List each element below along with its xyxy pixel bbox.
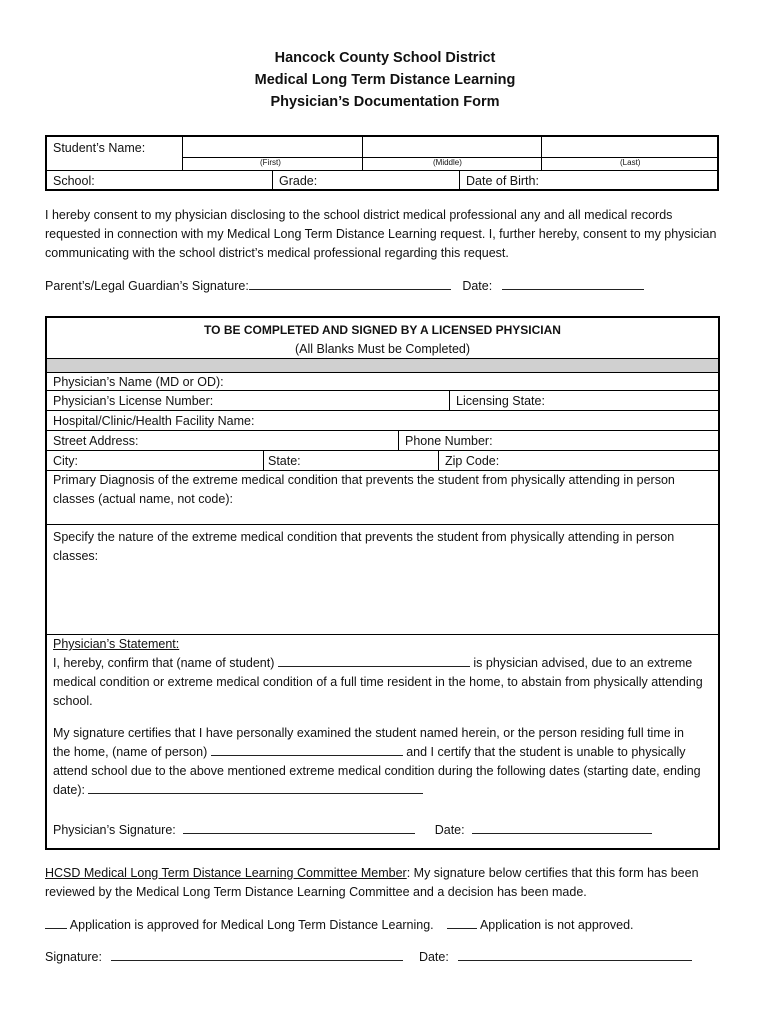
middle-name-field[interactable] [364,138,539,156]
zip-code-field[interactable] [512,452,712,468]
phone-number-field[interactable] [507,432,712,448]
physician-name-field[interactable] [247,374,712,389]
nature-label: Specify the nature of the extreme medical condition that prevents the student from physically attending in person classes: [53,530,675,563]
state-field[interactable] [312,452,432,468]
certify-part2: and I certify that the student is unable to physically attend school due to the above mentioned extreme medical condition during the following dates (starting date, ending date): [53,745,701,797]
committee-signature-field[interactable] [111,948,403,961]
physician-date-field[interactable] [472,821,652,834]
committee-heading: HCSD Medical Long Term Distance Learning Committee Member [45,866,407,880]
guardian-signature-field[interactable] [249,277,451,290]
committee-date-field[interactable] [458,948,692,961]
statement-part2: is physician advised, due to an extreme medical condition or extreme medical condition of a full time resident in the home, to abstain from physically attending school. [53,656,703,708]
diagnosis-field[interactable] [51,508,713,522]
school-field[interactable] [107,172,267,189]
school-label: School: [53,174,95,188]
physician-signature-row [53,821,652,837]
physician-date-label: Date: [434,823,465,837]
nature-field[interactable] [51,568,713,630]
guardian-signature-row [45,277,644,293]
district-title: Hancock County School District [274,50,496,66]
not-approved-label: Application is not approved. [479,918,634,932]
licensing-state-field[interactable] [557,392,712,408]
person-name-blank[interactable] [211,743,403,756]
license-number-field[interactable] [237,392,442,408]
student-info-table [45,135,719,191]
last-name-field[interactable] [543,138,717,156]
middle-hint: (Middle) [433,158,462,167]
student-name-blank[interactable] [278,654,470,667]
physician-name-label: Physician’s Name (MD or OD): [53,375,224,389]
grade-field[interactable] [327,172,452,189]
grade-label: Grade: [279,174,318,188]
approved-blank[interactable] [45,916,67,929]
dob-field[interactable] [552,172,717,189]
program-title: Medical Long Term Distance Learning [254,72,516,88]
physician-section-subtitle: (All Blanks Must be Completed) [294,342,471,356]
zip-code-label: Zip Code: [445,454,500,468]
first-name-field[interactable] [184,138,360,156]
physician-signature-label: Physician’s Signature: [53,823,176,837]
form-title: Physician’s Documentation Form [270,94,500,110]
student-name-label: Student’s Name: [53,141,146,155]
last-hint: (Last) [620,158,641,167]
physician-statement-heading: Physician’s Statement: [53,637,180,651]
guardian-date-field[interactable] [502,277,644,290]
street-address-field[interactable] [157,432,392,448]
certification-text [53,724,703,800]
physician-section-title: TO BE COMPLETED AND SIGNED BY A LICENSED PHYSICIAN [204,323,561,337]
dates-blank[interactable] [88,781,423,794]
gray-band [47,358,718,372]
not-approved-blank[interactable] [447,916,477,929]
dob-label: Date of Birth: [466,174,539,188]
committee-signature-label: Signature: [45,950,102,964]
street-address-label: Street Address: [53,434,139,448]
licensing-state-label: Licensing State: [456,394,545,408]
certify-part1: My signature certifies that I have personally examined the student named herein, or the person residing full time in the home, (name of person) [53,726,684,759]
facility-name-label: Hospital/Clinic/Health Facility Name: [53,414,255,428]
city-label: City: [53,454,78,468]
consent-text: I hereby consent to my physician disclosing to the school district medical professional any and all medical records requested in connection with my Medical Long Term Distance Learning request. I, further hereby, consent to my physician communicating with the school district’s medical professional regarding this request. [45,208,717,260]
physician-statement [53,654,703,711]
committee-statement [45,864,725,902]
phone-number-label: Phone Number: [405,434,493,448]
committee-signature-row [45,948,692,964]
statement-part1: I, hereby, confirm that (name of student) [53,656,275,670]
city-field[interactable] [92,452,257,468]
guardian-signature-label: Parent’s/Legal Guardian’s Signature: [45,279,249,293]
decision-row [45,916,634,932]
physician-section [45,316,720,850]
license-number-label: Physician’s License Number: [53,394,214,408]
facility-name-field[interactable] [287,412,712,428]
physician-signature-field[interactable] [183,821,415,834]
approved-label: Application is approved for Medical Long Term Distance Learning. [69,918,434,932]
diagnosis-label: Primary Diagnosis of the extreme medical condition that prevents the student from physically attending in person classes (actual name, not code): [53,473,675,506]
state-label: State: [268,454,301,468]
first-hint: (First) [260,158,281,167]
committee-text: : My signature below certifies that this form has been reviewed by the Medical Long Term Distance Learning Committee and a decision has been made. [45,866,699,899]
committee-date-label: Date: [418,950,449,964]
guardian-date-label: Date: [462,279,493,293]
